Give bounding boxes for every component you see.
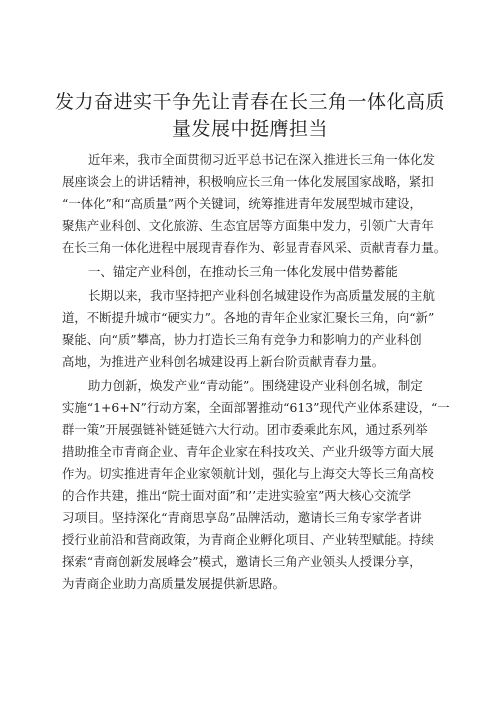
paragraph-2-line-2: 道，不断提升城市“硬实力”。各地的青年企业家汇聚长三角，向“新” (62, 310, 435, 325)
paragraph-3-line-10: 为青商企业助力高质量发展提供新思路。 (62, 576, 286, 591)
section-heading-1: 一、锚定产业科创，在推动长三角一体化发展中借势蓄能 (88, 264, 398, 279)
paragraph-3-line-6: 的合作共建，推出“院士面对面”和’’走进实验室”两大核心交流学 (62, 488, 412, 503)
document-title-line-2: 量发展中挺膺担当 (171, 118, 328, 140)
document-title-line-1: 发力奋进实干争先让青春在长三角一体化高质 (54, 91, 445, 113)
paragraph-1-line-5: 在长三角一体化进程中展现青春作为、彰显青春风采、贡献青春力量。 (62, 240, 447, 255)
paragraph-1-line-2: 展座谈会上的讲话精神，积极响应长三角一体化发展国家战略，紧扣 (62, 174, 434, 189)
paragraph-3-line-3: 群一策”开展强链补链延链六大行动。团市委乘此东风，通过系列举 (62, 422, 428, 437)
paragraph-3-line-7: 习项目。坚持深化“青商思享岛”品牌活动，邀请长三角专家学者讲 (62, 510, 422, 525)
paragraph-1-line-3: “一体化”和“高质量”两个关键词，统筹推进青年发展型城市建设， (62, 196, 422, 211)
paragraph-3-line-1: 助力创新，焕发产业“青动能”。围绕建设产业科创名城，制定 (88, 378, 423, 393)
paragraph-3-line-5: 作为。切实推进青年企业家领航计划，强化与上海交大等长三角高校 (62, 466, 434, 481)
paragraph-2-line-1: 长期以来，我市坚持把产业科创名城建设作为高质量发展的主航 (88, 288, 435, 303)
paragraph-1-line-1: 近年来，我市全面贯彻习近平总书记在深入推进长三角一体化发 (88, 152, 435, 167)
paragraph-2-line-4: 高地，为推进产业科创名城建设再上新台阶贡献青春力量。 (62, 354, 385, 369)
paragraph-3-line-9: 探索“青商创新发展峰会”模式，邀请长三角产业领头人授课分享， (62, 554, 422, 569)
paragraph-3-line-8: 授行业前沿和营商政策，为青商企业孵化项目、产业转型赋能。持续 (62, 532, 434, 547)
paragraph-1-line-4: 聚焦产业科创、文化旅游、生态宜居等方面集中发力，引领广大青年 (62, 218, 434, 233)
paragraph-2-line-3: 聚能、向“质”攀高，协力打造长三角有竞争力和影响力的产业科创 (62, 332, 422, 347)
paragraph-3-line-2: 实施“1+6+N”行动方案，全面部署推动“613”现代产业体系建设，“一 (62, 400, 450, 415)
paragraph-3-line-4: 措助推全市青商企业、青年企业家在科技攻关、产业升级等方面大展 (62, 444, 434, 459)
